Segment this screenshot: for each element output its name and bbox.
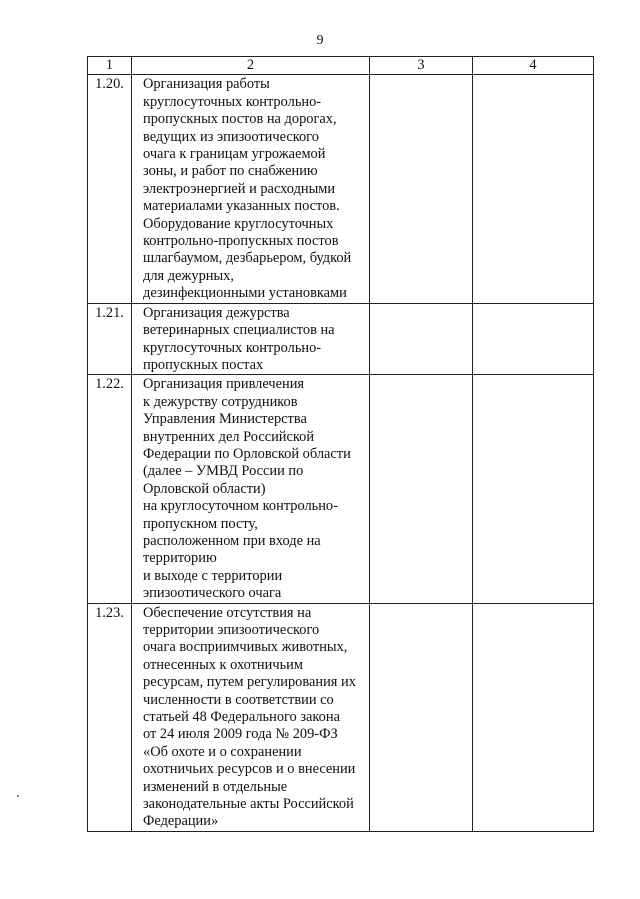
description-line: статьей 48 Федерального закона (143, 709, 340, 726)
column-header-3: 3 (370, 57, 473, 75)
measure-description (132, 375, 370, 603)
table-row (88, 603, 594, 831)
description-line: «Об охоте и о сохранении (143, 743, 302, 760)
description-line: отнесенных к охотничьим (143, 656, 303, 673)
table-row (88, 75, 594, 303)
description-line: Оборудование круглосуточных (143, 215, 334, 232)
description-line: ресурсам, путем регулирования их (143, 674, 356, 691)
column-3-cell (370, 375, 473, 603)
description-line: Федерации» (143, 813, 219, 830)
page-number: 9 (316, 33, 324, 48)
row-number: 1.20. (88, 75, 132, 303)
description-line: Управления Министерства (143, 411, 307, 428)
column-header-1: 1 (88, 57, 132, 75)
description-line: Организация работы (143, 76, 270, 93)
measures-table (87, 56, 594, 832)
table-row (88, 375, 594, 603)
description-line: Организация привлечения (143, 376, 305, 393)
description-line: Орловской области) (143, 480, 266, 497)
description-line: для дежурных, (143, 267, 234, 284)
measure-description (132, 603, 370, 831)
column-3-cell (370, 603, 473, 831)
row-number: 1.23. (88, 603, 132, 831)
description-line: контрольно-пропускных постов (143, 233, 339, 250)
description-line: электроэнергией и расходными (143, 180, 336, 197)
description-line: охотничьих ресурсов и о внесении (143, 761, 356, 778)
row-number: 1.21. (88, 303, 132, 375)
scan-speck (17, 795, 19, 797)
description-line: пропускном посту, (143, 515, 258, 532)
description-line: территории эпизоотического (143, 622, 320, 638)
description-line: (далее – УМВД России по (143, 463, 304, 480)
description-line: от 24 июля 2009 года № 209-ФЗ (143, 726, 338, 743)
description-line: численности в соответствии со (143, 691, 334, 708)
row-number: 1.22. (88, 375, 132, 603)
description-line: пропускных постов на дорогах, (143, 111, 337, 128)
table-row (88, 303, 594, 375)
description-line: материалами указанных постов. (143, 198, 340, 215)
column-header-4: 4 (473, 57, 594, 75)
description-line: пропускных постах (143, 356, 264, 373)
description-line: внутренних дел Российской (143, 428, 315, 445)
description-line: круглосуточных контрольно- (143, 93, 322, 110)
table-header-row (88, 57, 594, 75)
description-line: эпизоотического очага (143, 585, 282, 602)
description-line: изменений в отдельные (143, 778, 288, 795)
column-4-cell (473, 603, 594, 831)
description-line: очага восприимчивых животных, (143, 639, 348, 656)
column-3-cell (370, 303, 473, 375)
description-line: расположенном при входе на (143, 532, 321, 549)
description-line: шлагбаумом, дезбарьером, будкой (143, 250, 352, 267)
description-line: очага к границам угрожаемой (143, 146, 326, 163)
description-line: Федерации по Орловской области (143, 445, 351, 462)
column-4-cell (473, 75, 594, 303)
description-line: ветеринарных специалистов на (143, 322, 335, 339)
description-line: законодательные акты Российской (143, 796, 354, 813)
column-4-cell (473, 303, 594, 375)
measure-description (132, 303, 370, 375)
description-line: ведущих из эпизоотического (143, 128, 319, 145)
description-line: на круглосуточном контрольно- (143, 498, 338, 515)
column-4-cell (473, 375, 594, 603)
description-line: Обеспечение отсутствия на (143, 604, 312, 621)
description-line: круглосуточных контрольно- (143, 339, 322, 356)
description-line: территорию (143, 550, 217, 567)
column-header-2: 2 (132, 57, 370, 75)
description-line: к дежурству сотрудников (143, 393, 298, 410)
description-line: дезинфекционными установками (143, 285, 347, 302)
description-line: и выходе с территории (143, 567, 283, 584)
description-line: зоны, и работ по снабжению (143, 163, 318, 180)
column-3-cell (370, 75, 473, 303)
description-line: Организация дежурства (143, 304, 290, 321)
measure-description (132, 75, 370, 303)
